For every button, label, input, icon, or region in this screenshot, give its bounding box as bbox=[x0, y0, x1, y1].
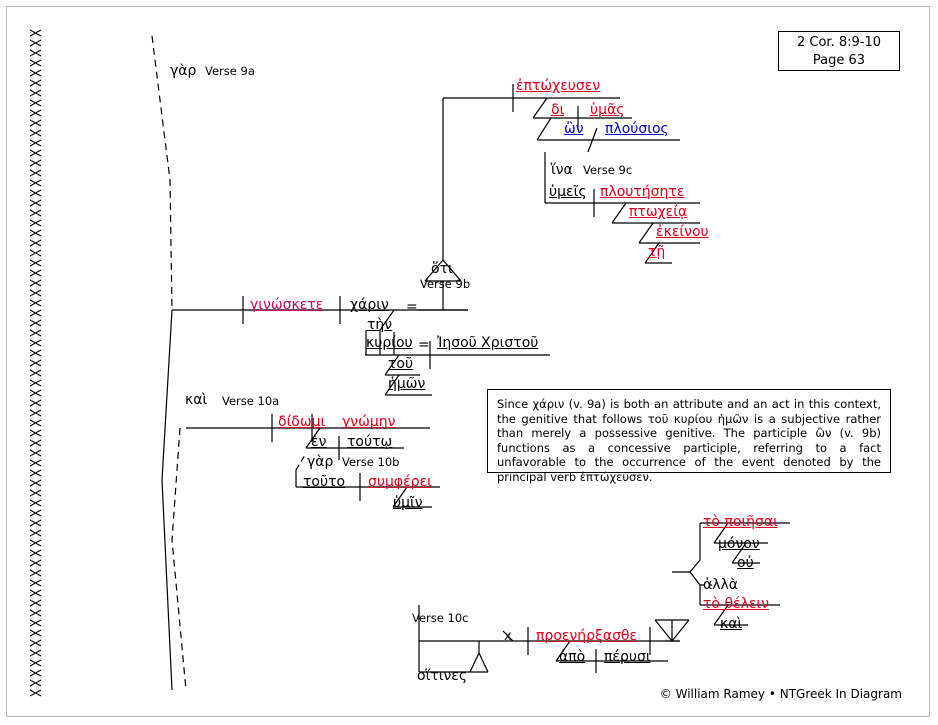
word-te: τῇ bbox=[648, 244, 666, 260]
word-ekeinou: ἐκείνου bbox=[656, 224, 709, 240]
copyright-credit: © William Ramey • NTGreek In Diagram bbox=[659, 687, 902, 701]
word-hemon: ἡμῶν bbox=[388, 376, 426, 392]
page-border bbox=[6, 6, 930, 717]
word-tou: τοῦ bbox=[388, 356, 414, 372]
equals-sign-kuriou: = bbox=[418, 337, 430, 353]
word-hoitines: οἵτινες bbox=[417, 668, 468, 684]
word-gar-9a: γὰρ bbox=[170, 63, 197, 79]
word-charin: χάριν bbox=[350, 297, 389, 313]
equals-sign-charin: = bbox=[406, 299, 418, 315]
explanatory-note: Since χάριν (v. 9a) is both an attribute and an act in this context, the genitive that follows τοῦ κυρίου ἡμῶν is a subjective rather than merely a possessive genitive. The participle ὢν (v. 9b) functions as a concessive participle, referring to a fact unfavorable to the occurrence of the event denoted by the principal verb ἐπτώχευσεν. bbox=[487, 389, 891, 473]
word-didomi: δίδωμι bbox=[278, 414, 326, 430]
word-humeis: ὑμεῖς bbox=[549, 184, 587, 200]
word-plousios: πλούσιος bbox=[605, 121, 669, 137]
word-to-poiesai: τὸ ποιῆσαι bbox=[703, 514, 778, 530]
spiral-binding bbox=[28, 26, 44, 698]
word-en: ἐν bbox=[311, 434, 327, 450]
word-eptocheusen: ἐπτώχευσεν bbox=[516, 78, 601, 94]
word-ploutesete: πλουτήσητε bbox=[600, 184, 685, 200]
reference-page: Page 63 bbox=[812, 53, 866, 68]
word-on: ὢν bbox=[564, 121, 584, 137]
verse-label-9a: Verse 9a bbox=[205, 64, 255, 78]
word-ou: οὐ bbox=[737, 555, 754, 571]
verse-label-10a: Verse 10a bbox=[222, 394, 280, 408]
word-ten: τὴν bbox=[367, 317, 393, 333]
verse-label-9c: Verse 9c bbox=[583, 163, 633, 177]
word-to-thelein: τὸ θέλειν bbox=[703, 596, 769, 612]
word-gar-10b: γὰρ bbox=[307, 454, 334, 470]
word-humas: ὑμᾶς bbox=[590, 102, 625, 118]
verse-label-10c: Verse 10c bbox=[412, 611, 469, 625]
verse-label-10b: Verse 10b bbox=[342, 455, 400, 469]
word-touto-nom: τοῦτο bbox=[303, 474, 346, 490]
word-sumpherei: συμφέρει bbox=[368, 474, 432, 490]
word-gnomen: γνώμην bbox=[342, 414, 396, 430]
word-hoti: ὅτι bbox=[431, 261, 453, 277]
ellipsis-marker: x bbox=[504, 629, 512, 644]
word-kai-last: καὶ bbox=[720, 616, 743, 632]
word-ginoskete: γινώσκετε bbox=[250, 297, 324, 313]
word-kuriou: κυρίου bbox=[366, 335, 413, 351]
word-iesou-christou: Ἰησοῦ Χριστοῦ bbox=[437, 335, 539, 351]
word-kai-10a: καὶ bbox=[185, 392, 208, 408]
word-apo: ἀπὸ bbox=[559, 649, 586, 665]
word-hina: ἵνα bbox=[551, 162, 573, 178]
word-di: δι bbox=[551, 102, 565, 118]
reference-box bbox=[778, 31, 900, 71]
word-monon: μόνον bbox=[718, 536, 760, 552]
word-ptocheia: πτωχείᾳ bbox=[629, 204, 688, 220]
reference-citation: 2 Cor. 8:9-10 bbox=[796, 35, 881, 50]
word-alla: ἀλλὰ bbox=[703, 577, 739, 593]
word-humin: ὑμῖν bbox=[393, 495, 423, 511]
word-perusi: πέρυσι bbox=[604, 649, 651, 665]
word-touto-dat: τούτῳ bbox=[347, 434, 393, 450]
word-proenerxasthe: προενήρξασθε bbox=[536, 628, 638, 644]
verse-label-9b: Verse 9b bbox=[420, 277, 471, 291]
